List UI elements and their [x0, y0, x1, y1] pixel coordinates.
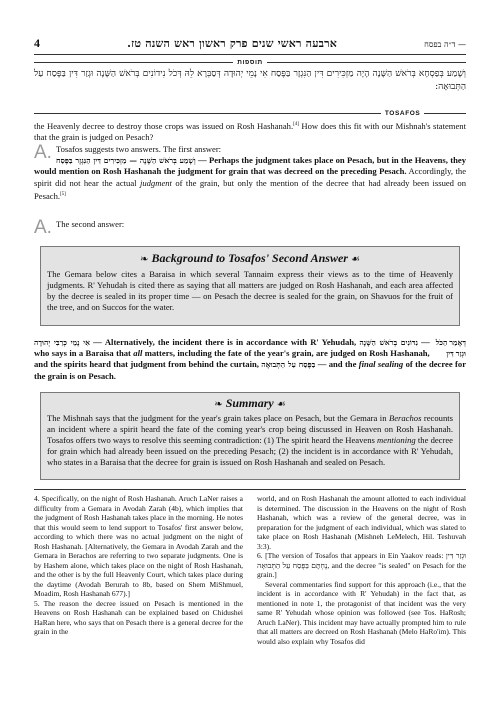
footnotes-left-column — [34, 494, 243, 646]
hebrew-quote: וְשָׁמַע בְּרֹאשׁ הַשָּׁנָה — מַזְכִּירִים דִּין הַנִּגְזָר בַּפֶּסַח — [55, 156, 196, 166]
summary-box — [40, 392, 460, 480]
hebrew-quote: בַּפֶּסַח עַל הַתְּבוּאָה — [261, 360, 316, 370]
box-title: Summary — [225, 396, 274, 410]
paragraph-intro: the Heavenly decree to destroy those crops was issued on Rosh Hashanah.[4] How does this fit with our Mishnah's statement that the grain is judged on Pesach? — [34, 120, 466, 143]
answer-marker: A. — [34, 142, 52, 163]
box-title: Background to Tosafos' Second Answer — [151, 251, 348, 265]
paragraph-alternative: דְּאָמַר הַכֹּל וּגְזַר דִּין אִי נָמֵי כְּרַבִּי יְהוּדָה — Alternatively, the incident there is in accordance with R' Yehudah, נִדּוֹנִים בְּרֹאשׁ הַשָּׁנָה — who says in a Baraisa that all matters, including the fate of the year's grain, are judged on Rosh Hashanah, and the spirits heard that judgment from behind the curtain, בַּפֶּסַח עַל הַתְּבוּאָה — and the final sealing of the decree for the grain is on Pesach. — [34, 337, 467, 381]
hebrew-tosafos-label: תוספות — [237, 58, 263, 66]
footnote-4: 4. Specifically, on the night of Rosh Hashanah. Aruch LaNer raises a difficulty from a Gemara in Avodah Zarah (4b), which implies that the judgment of Rosh Hashanah takes place in the morning. He notes that this would seem to lend support to Tosafos' first answer below, according to which there was no actual judgment on the night of Rosh Hashanah. [Alternatively, the Gemara in Avodah Zarah and the Gemara in Berachos are referring to two separate judgments. One is by Hashem alone, which takes place on the night of Rosh Hashanah, and the other is by the full Heavenly Court, which takes place during the daytime (Avodah Berurah to 8b, based on Shem MiShmuel, Moadim, Rosh Hashanah 677).] — [34, 494, 243, 598]
page-number: 4 — [34, 36, 40, 50]
hebrew-tosafos-label-row — [34, 57, 466, 67]
hebrew-quote: דְּאָמַר הַכֹּל וּגְזַר דִּין — [435, 338, 466, 359]
answer-one: A. Tosafos suggests two answers. The first answer: וְשָׁמַע בְּרֹאשׁ הַשָּׁנָה — מַזְכִּירִים דִּין הַנִּגְזָר בַּפֶּסַח — Perhaps the judgment takes place on Pesach, but in the Heavens, they would mention on Rosh Hashanah the judgment for grain that was decreed on the preceding Pesach. Accordingly, the spirit did not hear the actual judgment of the grain, but only the mention of the decree that had already been issued on Pesach.[5] — [34, 142, 467, 201]
ornament-icon: ❧ — [214, 399, 223, 410]
header-title: ארבעה ראשי שנים פרק ראשון ראש השנה טז. — [127, 37, 338, 50]
footnote-5: 5. The reason the decree issued on Pesach is mentioned in the Heavens on Rosh Hashanah can be explained based on Chidushei HaRan here, who says that on Pesach there is a general decree for the grain in the — [34, 598, 243, 636]
notes-divider — [34, 489, 466, 490]
summary-text: The Mishnah says that the judgment for the year's grain takes place on Pesach, but the Gemara in Berachos recounts an incident where a spirit heard the fate of the coming year's crop being discussed in Heaven on Rosh Hashanah. Tosafos offers two ways to resolve this seeming contradiction: (1) The spirit heard the Heavens mentioning the decree for grain which had already been issued on the preceding Pesach; (2) the incident is in accordance with R' Yehudah, who states in a Baraisa that the decree for grain is issued on Rosh Hashanah and sealed on Pesach. — [47, 413, 453, 467]
answer-two: A. The second answer: — [34, 217, 125, 238]
footnotes-right-column — [257, 494, 466, 646]
ornament-icon: ☙ — [350, 254, 360, 265]
background-box — [40, 246, 460, 326]
footnote-6-cont: Several commentaries find support for this approach (i.e., that the incident is in accordance with R' Yehudah) in the fact that, as mentioned in note 1, the protagonist of that incident was the very same R' Yehudah whose opinion was followed (see Tos. HaRosh; Aruch LaNer). This incident may have actually prompted him to rule that all matters are decreed on Rosh Hashanah (Melo HaRo'im). This would also explain why Tosafos did — [257, 579, 466, 646]
footnote-6: 6. [The version of Tosafos that appears in Ein Yaakov reads: וּגְזַר דִּין נֶחְתָּם בַּפֶּסַח עַל הַתְּבוּאָה, and the decree "is sealed" on Pesach for the grain.] — [257, 551, 467, 579]
running-header — [34, 36, 466, 55]
hebrew-quote: נִדּוֹנִים בְּרֹאשׁ הַשָּׁנָה — [359, 338, 418, 347]
divider — [267, 62, 466, 63]
header-section: — ד״ה בפסח — [424, 40, 466, 49]
divider — [424, 113, 466, 114]
hebrew-tosafos-text: וְשָׁמַע בְּפַסְחָא בְּרֹאשׁ הַשָּׁנָה הָיָה מַזְכִּירִים דִּין הַנִּגְזָר בַּפֶּסַח אִי נָמֵי יְהוּדָה דְּסַבְּרָא לֵהּ דְּכֹל נִידוֹנִים בְּרֹאשׁ הַשָּׁנָה וּגְזַר דִּין בַּפֶּסַח עַל הַתְּבוּאָה: — [34, 69, 466, 92]
tosafos-label-row — [34, 108, 466, 118]
hebrew-quote: אִי נָמֵי כְּרַבִּי יְהוּדָה — [34, 338, 91, 347]
divider — [34, 62, 233, 63]
ornament-icon: ☙ — [276, 399, 286, 410]
ornament-icon: ❧ — [140, 254, 149, 265]
footnote-5-cont: world, and on Rosh Hashanah the amount allotted to each individual is determined. The discussion in the Heavens on the night of Rosh Hashanah, which was a review of the general decree, was in preparation for the judgment of each individual, which was slated to take place on Rosh Hashanah (Mishneh LeMelech, Hil. Teshuvah 3:3). — [257, 494, 466, 551]
tosafos-label: TOSAFOS — [384, 109, 421, 117]
answer-marker: A. — [34, 217, 52, 238]
divider — [34, 113, 381, 114]
footnotes — [34, 494, 466, 646]
box-text: The Gemara below cites a Baraisa in which several Tannaim express their views as to the time of Heavenly judgments. R' Yehudah is cited there as saying that all matters are judged on Rosh Hashanah, and each area affected by the decree is sealed in its proper time — on Pesach the decree is sealed for the grain, on Shavuos for the fruit of the tree, and on Succos for the water. — [47, 269, 453, 312]
